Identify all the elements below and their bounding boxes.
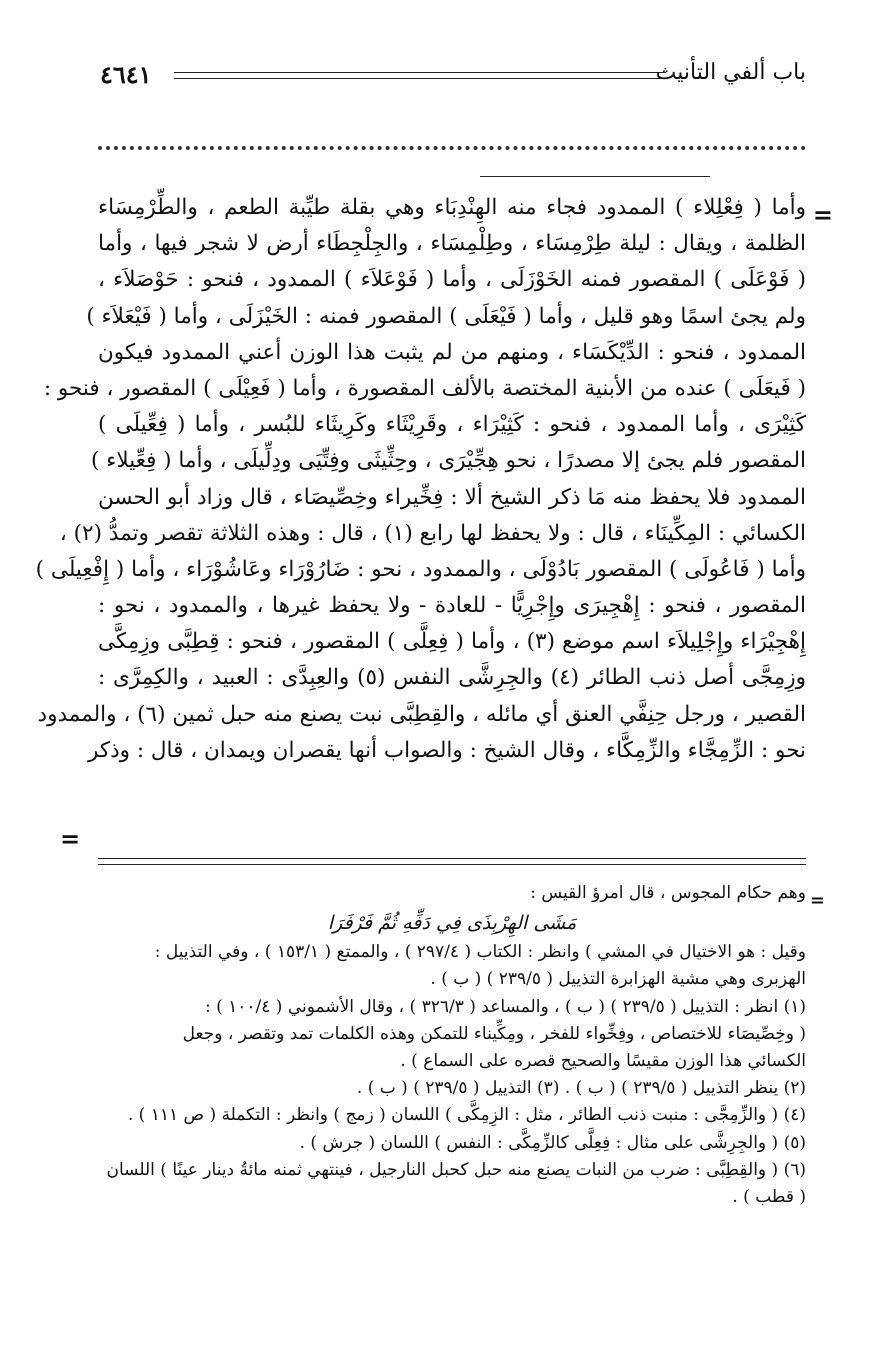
footnote-line: (٤) ( والزِّمِجَّى : منبت ذنب الطائر ، مثل : الزِمِكَّى ) اللسان ( زمج ) وانظر : التكملة ( ص ١١١ ) . — [127, 1105, 806, 1126]
text-line: ولم يجئ اسمًا وهو قليل ، وأما ( فَيْعَلَى ) المقصور فمنه : الخَيْزَلَى ، وأما ( فَيْعَلاَء ) — [86, 303, 806, 329]
text-line: ( فَيعَلَى ) عنده من الأبنية المختصة بالألف المقصورة ، وأما ( فَعِيْلَى ) المقصور ، فنحو : — [43, 375, 806, 401]
short-rule — [480, 176, 710, 177]
footnote-line: ( وخِصِّيصَاء للاختصاص ، وفِخِّواء للفخر ، ومِكِّيناء للتمكن وهذه الكلمات تمد وتقصر ، وجعل — [182, 1023, 806, 1044]
page-number: ٤٦٤١ — [100, 60, 152, 89]
footnote-continuation: وهم حكام المجوس ، قال امرؤ القيس : — [530, 883, 806, 903]
footnote-line: (٥) ( والجِرِشَّى على مثال : فِعِلَّى كالزِّمِكَّى : النفس ) اللسان ( جرش ) . — [299, 1132, 806, 1153]
text-line: الممدود فلا يحفظ منه مَا ذكر الشيخ ألا : فِخِّيراء وخِصِّيصَاء ، قال وزاد أبو الحسن — [98, 484, 806, 510]
dotted-separator — [98, 146, 806, 150]
text-line: ( فَوْعَلَى ) المقصور فمنه الخَوْزَلَى ، وأما ( فَوْعَلاَء ) الممدود ، فنحو : حَوْصَلاَء ، — [98, 267, 806, 293]
footnote-line: (٢) ينظر التذييل ( ٢٣٩/٥ ) ( ب ) . (٣) التذييل ( ٢٣٩/٥ ) ( ب ) . — [356, 1078, 806, 1099]
footnote-line: (١) انظر : التذييل ( ٢٣٩/٥ ) ( ب ) ، والمساعد ( ٣٢٦/٣ ) ، وقال الأشموني ( ١٠٠/٤ ) : — [204, 996, 806, 1017]
footnote-line: وقيل : هو الاختيال في المشي ) وانظر : الكتاب ( ٢٩٧/٤ ) ، والممتع ( ١٥٣/١ ) ، وفي التذييل : — [154, 942, 806, 963]
header-double-rule — [174, 72, 666, 79]
continuation-mark-end: = — [60, 824, 81, 853]
main-text — [35, 190, 806, 769]
footnote-line: الهزبرى وهي مشية الهزابرة التذييل ( ٢٣٩/٥ ) ( ب ) . — [430, 969, 806, 990]
text-line: نحو : الزِّمِجَّاء والزِّمِكَّاء ، وقال الشيخ : والصواب أنها يقصران ويمدان ، قال : وذكر — [87, 737, 806, 763]
footnote-line: ( قطب ) . — [732, 1186, 806, 1207]
text-line: وأما ( فَاعُولَى ) المقصور بَادُوْلَى ، والممدود ، نحو : ضَارُوْرَاء وعَاشُوْرَاء ، وأما ( إِفْعِيلَى ) — [35, 556, 806, 582]
poetry-verse: مَشَى الهِرْبِذَى فِي دَفِّهِ ثُمَّ فَرْفَرَا — [327, 912, 577, 935]
text-line: الممدود ، فنحو : الدِّيْكَسَاء ، ومنهم من لم يثبت هذا الوزن أعني الممدود فيكون — [98, 339, 806, 365]
chapter-title: باب ألفي التأنيث — [655, 60, 806, 85]
page-header — [100, 58, 806, 98]
footnotes — [98, 880, 806, 1211]
text-line: القصير ، ورجل حِنِفَّي العنق أي مائله ، والقِطِبَّى نبت يصنع منه حبل ثمين (٦) ، والممدود — [37, 701, 806, 727]
text-line: إِهْجِيْرَاء وإِجْلِيلاَء اسم موضع (٣) ، وأما ( فِعِلَّى ) المقصور ، فنحو : قِطِبَّى وزِمِكَّى — [98, 629, 806, 655]
footnote-continuation-mark: = — [809, 890, 825, 911]
text-line: الظلمة ، ويقال : ليلة طِرْمِسَاء ، وطِلْمِسَاء ، والجِلْجِطَاء أرض لا شجر فيها ، وأما — [98, 231, 806, 257]
text-line: وأما ( فِعْلِلاء ) الممدود فجاء منه الهِنْدِبَاء وهي بقلة طيِّبة الطعم ، والطِّرْمِسَاء — [98, 195, 806, 220]
text-line: كَثِيْرَى ، وأما الممدود ، فنحو : كَثِيْرَاء ، وقَرِيْثَاء وكَرِيثَاء للبُسر ، وأما ( فِعِّيلَى ) — [98, 412, 806, 438]
text-line: المقصور ، فنحو : إِهْجِيرَى وإِجْرِيًّا - للعادة - ولا يحفظ غيرها ، والممدود ، نحو : — [98, 593, 806, 619]
continuation-mark-start: = — [812, 200, 833, 229]
text-line: الكسائي : المِكِّينَاء ، قال : ولا يحفظ لها رابع (١) ، قال : وهذه الثلاثة تقصر وتمدُّ (٢) ، — [59, 520, 806, 546]
footnote-separator — [98, 858, 806, 865]
text-line: المقصور فلم يجئ إلا مصدرًا ، نحو هِجِّيْرَى ، وحِثِّيثَى وفِتِّيَى ودِلِّيلَى ، وأما ( فِعِّيلاء ) — [91, 448, 806, 474]
footnote-line: الكسائي هذا الوزن مقيسًا والصحيح قصره على السماع ) . — [400, 1050, 806, 1071]
footnote-line: (٦) ( والقِطِبَّى : ضرب من النبات يصنع منه حبل كحبل النارجيل ، فينتهي ثمنه مائةُ دينار عينًا ) اللسان — [106, 1159, 806, 1180]
text-line: وزِمِجَّى أصل ذنب الطائر (٤) والجِرِشَّى النفس (٥) والعِبِدَّى : العبيد ، والكِمِرَّى : — [98, 665, 806, 691]
